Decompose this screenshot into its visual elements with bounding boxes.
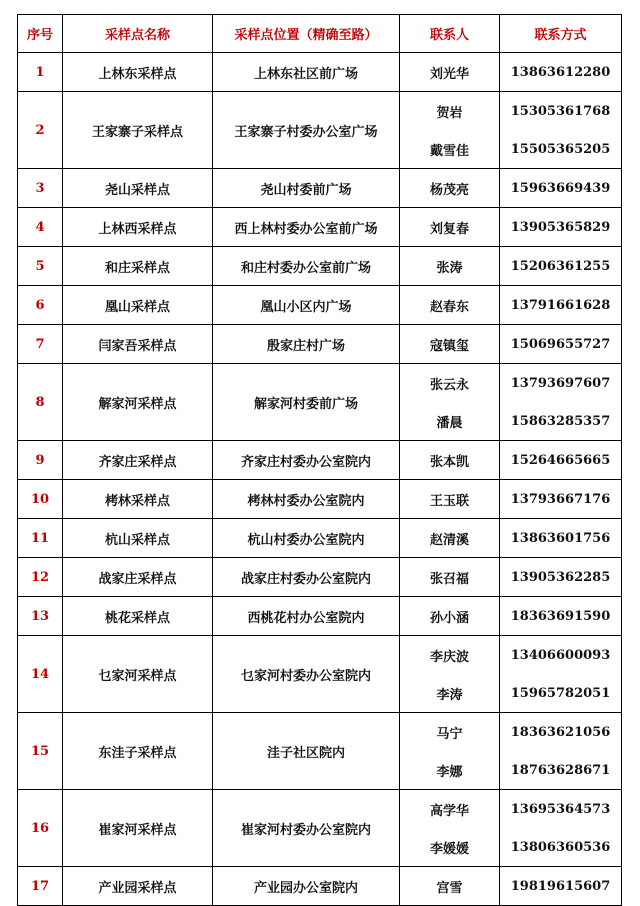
contact-person-cell <box>400 558 500 597</box>
site-name: 上林西采样点 <box>63 208 213 247</box>
contact-person-cell <box>400 364 500 441</box>
contact-phone-cell <box>500 597 622 636</box>
contact-person: 赵春东 <box>429 299 469 315</box>
contact-phone-cell <box>500 325 622 364</box>
contact-phone: 13406600093 <box>510 647 611 663</box>
contact-phone: 13806360536 <box>510 839 611 855</box>
contact-person: 刘光华 <box>429 66 469 82</box>
contact-person-cell <box>400 441 500 480</box>
contact-phone: 13905362285 <box>510 569 611 585</box>
contact-person: 宫雪 <box>436 880 463 896</box>
contact-person: 马宁 <box>436 726 463 742</box>
site-location: 殷家庄村广场 <box>213 325 400 364</box>
row-number: 9 <box>18 441 63 480</box>
row-number: 13 <box>18 597 63 636</box>
contact-phone-cell <box>500 286 622 325</box>
contact-phone-cell <box>500 53 622 92</box>
table-row <box>18 713 622 790</box>
site-name: 解家河采样点 <box>63 364 213 441</box>
contact-phone-cell <box>500 713 622 790</box>
contact-person: 戴雪佳 <box>429 143 469 159</box>
contact-phone: 18763628671 <box>510 762 611 778</box>
contact-phone: 15206361255 <box>510 258 611 274</box>
contact-person-cell <box>400 208 500 247</box>
contact-person: 高学华 <box>429 803 469 819</box>
row-number: 16 <box>18 790 63 867</box>
table-row <box>18 867 622 906</box>
row-number: 4 <box>18 208 63 247</box>
contact-phone: 13863601756 <box>510 530 611 546</box>
contact-phone: 13905365829 <box>510 219 611 235</box>
row-number: 12 <box>18 558 63 597</box>
table-row <box>18 169 622 208</box>
contact-person: 张本凯 <box>429 454 469 470</box>
site-name: 产业园采样点 <box>63 867 213 906</box>
header-contact-phone: 联系方式 <box>500 15 622 53</box>
site-name: 齐家庄采样点 <box>63 441 213 480</box>
table-row <box>18 480 622 519</box>
site-name: 杭山采样点 <box>63 519 213 558</box>
contact-person: 王玉联 <box>429 493 469 509</box>
contact-phone: 19819615607 <box>510 878 611 894</box>
site-name: 上林东采样点 <box>63 53 213 92</box>
site-name: 东洼子采样点 <box>63 713 213 790</box>
contact-person: 张涛 <box>436 260 463 276</box>
contact-phone-cell <box>500 441 622 480</box>
site-location: 洼子社区院内 <box>213 713 400 790</box>
header-row <box>18 15 622 53</box>
site-location: 凰山小区内广场 <box>213 286 400 325</box>
site-location: 和庄村委办公室前广场 <box>213 247 400 286</box>
row-number: 11 <box>18 519 63 558</box>
contact-person-cell <box>400 53 500 92</box>
contact-person-cell <box>400 92 500 169</box>
table-row <box>18 53 622 92</box>
contact-phone: 13863612280 <box>510 64 611 80</box>
contact-phone: 15863285357 <box>510 413 611 429</box>
contact-phone: 18363691590 <box>510 608 611 624</box>
site-name: 栲林采样点 <box>63 480 213 519</box>
contact-person: 李涛 <box>436 687 463 703</box>
site-location: 西上林村委办公室前广场 <box>213 208 400 247</box>
contact-person-cell <box>400 713 500 790</box>
contact-phone-cell <box>500 208 622 247</box>
site-location: 尧山村委前广场 <box>213 169 400 208</box>
contact-person: 贺岩 <box>436 105 463 121</box>
table-row <box>18 519 622 558</box>
table-row <box>18 208 622 247</box>
sampling-points-table <box>17 14 622 906</box>
header-contact-person: 联系人 <box>400 15 500 53</box>
contact-phone-cell <box>500 790 622 867</box>
contact-phone: 13791661628 <box>510 297 611 313</box>
contact-person-cell <box>400 247 500 286</box>
contact-phone-cell <box>500 867 622 906</box>
contact-phone: 15264665665 <box>510 452 611 468</box>
site-location: 西桃花村办公室院内 <box>213 597 400 636</box>
table-row <box>18 92 622 169</box>
contact-person-cell <box>400 286 500 325</box>
table-row <box>18 247 622 286</box>
table-row <box>18 325 622 364</box>
site-location: 解家河村委前广场 <box>213 364 400 441</box>
contact-person-cell <box>400 790 500 867</box>
row-number: 7 <box>18 325 63 364</box>
contact-person-cell <box>400 519 500 558</box>
header-site-name: 采样点名称 <box>63 15 213 53</box>
contact-person-cell <box>400 597 500 636</box>
row-number: 5 <box>18 247 63 286</box>
site-location: 上林东社区前广场 <box>213 53 400 92</box>
site-location: 齐家庄村委办公室院内 <box>213 441 400 480</box>
table-row <box>18 597 622 636</box>
contact-phone: 13793697607 <box>510 375 611 391</box>
site-location: 栲林村委办公室院内 <box>213 480 400 519</box>
header-number: 序号 <box>18 15 63 53</box>
contact-person: 李娜 <box>436 764 463 780</box>
site-location: 乜家河村委办公室院内 <box>213 636 400 713</box>
contact-phone-cell <box>500 519 622 558</box>
contact-person-cell <box>400 480 500 519</box>
contact-person: 李媛媛 <box>429 841 469 857</box>
contact-phone: 15069655727 <box>510 336 611 352</box>
row-number: 3 <box>18 169 63 208</box>
site-name: 桃花采样点 <box>63 597 213 636</box>
table-row <box>18 558 622 597</box>
site-location: 杭山村委办公室院内 <box>213 519 400 558</box>
table-row <box>18 286 622 325</box>
site-location: 王家寨子村委办公室广场 <box>213 92 400 169</box>
site-location: 产业园办公室院内 <box>213 867 400 906</box>
contact-phone-cell <box>500 247 622 286</box>
contact-phone: 15963669439 <box>510 180 611 196</box>
site-name: 王家寨子采样点 <box>63 92 213 169</box>
table-row <box>18 790 622 867</box>
site-name: 战家庄采样点 <box>63 558 213 597</box>
contact-phone-cell <box>500 480 622 519</box>
header-site-location: 采样点位置（精确至路） <box>213 15 400 53</box>
row-number: 2 <box>18 92 63 169</box>
site-location: 崔家河村委办公室院内 <box>213 790 400 867</box>
row-number: 15 <box>18 713 63 790</box>
contact-person: 李庆波 <box>429 649 469 665</box>
contact-phone: 15305361768 <box>510 103 611 119</box>
row-number: 6 <box>18 286 63 325</box>
contact-person-cell <box>400 169 500 208</box>
contact-person-cell <box>400 867 500 906</box>
contact-person: 潘晨 <box>436 415 463 431</box>
site-name: 崔家河采样点 <box>63 790 213 867</box>
site-name: 和庄采样点 <box>63 247 213 286</box>
site-location: 战家庄村委办公室院内 <box>213 558 400 597</box>
contact-phone: 15505365205 <box>510 141 611 157</box>
contact-person: 张云永 <box>429 377 469 393</box>
site-name: 尧山采样点 <box>63 169 213 208</box>
contact-phone-cell <box>500 364 622 441</box>
contact-phone: 13793667176 <box>510 491 611 507</box>
contact-phone-cell <box>500 636 622 713</box>
row-number: 17 <box>18 867 63 906</box>
table-row <box>18 441 622 480</box>
contact-phone: 18363621056 <box>510 724 611 740</box>
contact-person-cell <box>400 636 500 713</box>
site-name: 闫家吾采样点 <box>63 325 213 364</box>
contact-person: 张召福 <box>429 571 469 587</box>
contact-person: 刘复春 <box>429 221 469 237</box>
row-number: 10 <box>18 480 63 519</box>
contact-phone: 13695364573 <box>510 801 611 817</box>
contact-phone-cell <box>500 558 622 597</box>
row-number: 14 <box>18 636 63 713</box>
row-number: 1 <box>18 53 63 92</box>
contact-person: 孙小涵 <box>429 610 469 626</box>
site-name: 凰山采样点 <box>63 286 213 325</box>
table-body <box>18 53 622 906</box>
contact-phone-cell <box>500 169 622 208</box>
table-row <box>18 636 622 713</box>
site-name: 乜家河采样点 <box>63 636 213 713</box>
contact-phone: 15965782051 <box>510 685 611 701</box>
contact-phone-cell <box>500 92 622 169</box>
contact-person: 寇镇玺 <box>429 338 469 354</box>
contact-person: 杨茂亮 <box>429 182 469 198</box>
contact-person: 赵清溪 <box>429 532 469 548</box>
table-row <box>18 364 622 441</box>
contact-person-cell <box>400 325 500 364</box>
row-number: 8 <box>18 364 63 441</box>
